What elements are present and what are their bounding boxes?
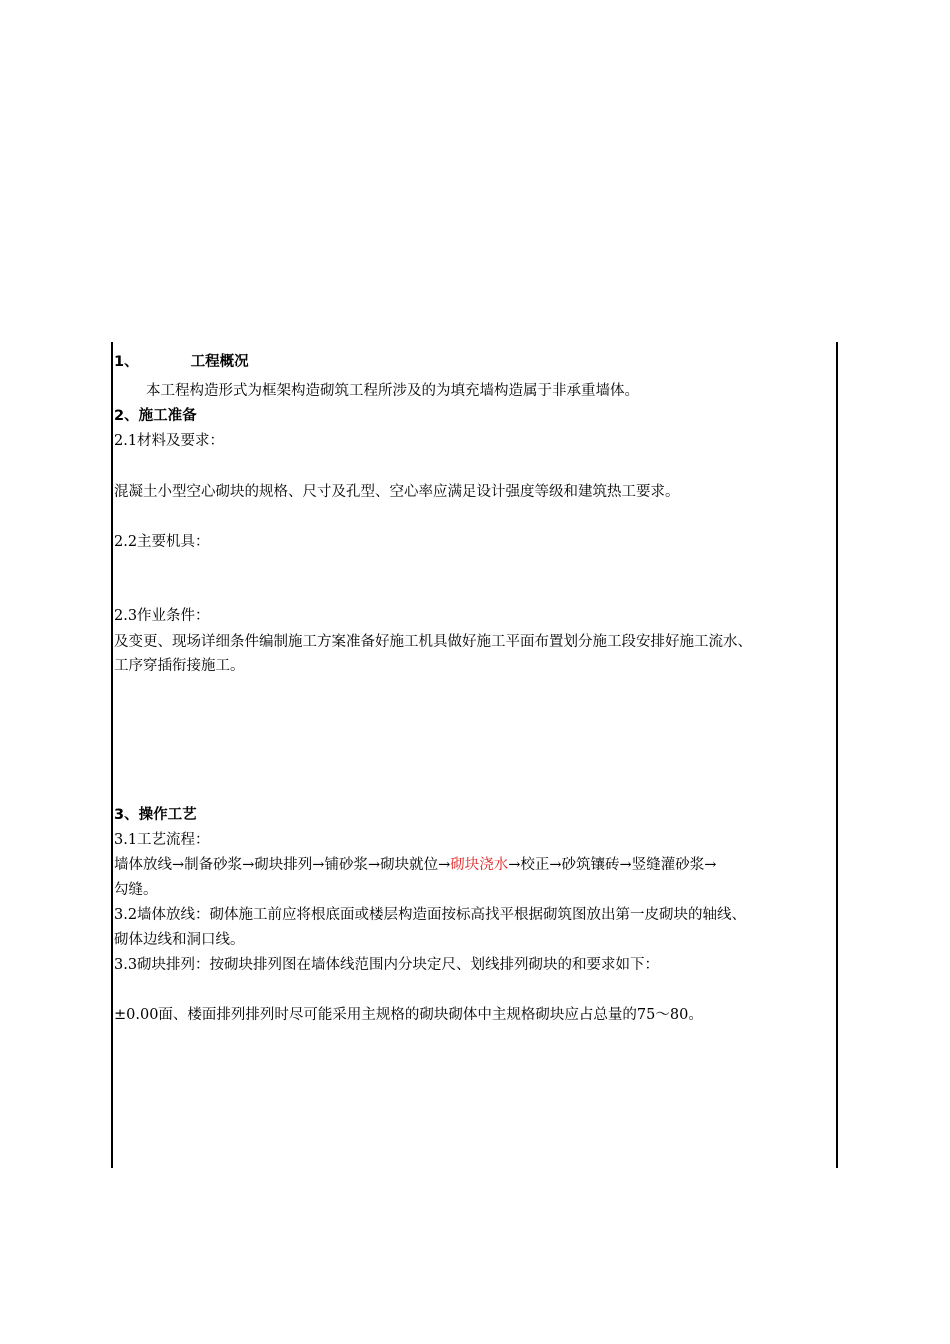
section1-number: 1、 — [114, 354, 139, 370]
section1-body: 本工程构造形式为框架构造砌筑工程所涉及的为填充墙构造属于非承重墙体。 — [146, 383, 639, 399]
section3-1-label: 3.1工艺流程： — [114, 832, 210, 848]
section3-heading: 3、操作工艺 — [114, 807, 197, 823]
section3-3-line2: ±0.00面、楼面排列排列时尽可能采用主规格的砌块砌体中主规格砌块应占总量的75～80。 — [114, 1007, 703, 1023]
process-flow-line1 — [114, 855, 716, 875]
section2-1-label: 2.1材料及要求： — [114, 433, 225, 449]
section1-heading — [114, 352, 249, 372]
section2-2-label: 2.2主要机具： — [114, 534, 210, 550]
section2-heading: 2、施工准备 — [114, 408, 197, 424]
section2-3-label: 2.3作业条件： — [114, 608, 210, 624]
process-flow-highlight: 砌块浇水 — [450, 857, 509, 873]
section2-3-body-line2: 工序穿插衔接施工。 — [114, 658, 245, 674]
process-flow-part2: →校正→砂筑镶砖→竖缝灌砂浆→ — [508, 857, 717, 873]
section1-title: 工程概况 — [190, 354, 249, 370]
document-frame — [111, 342, 838, 1168]
section2-3-body-line1: 及变更、现场详细条件编制施工方案准备好施工机具做好施工平面布置划分施工段安排好施工流水、 — [114, 634, 752, 650]
section3-3-line1: 3.3砌块排列：按砌块排列图在墙体线范围内分块定尺、划线排列砌块的和要求如下： — [114, 957, 660, 973]
process-flow-part1: 墙体放线→制备砂浆→砌块排列→铺砂浆→砌块就位→ — [114, 857, 451, 873]
process-flow-line2: 勾缝。 — [114, 882, 158, 898]
section2-1-body: 混凝土小型空心砌块的规格、尺寸及孔型、空心率应满足设计强度等级和建筑热工要求。 — [114, 484, 680, 500]
section3-2-line2: 砌体边线和洞口线。 — [114, 932, 245, 948]
section3-2-line1: 3.2墙体放线：砌体施工前应将根底面或楼层构造面按标高找平根据砌筑图放出第一皮砌块的轴线、 — [114, 907, 747, 923]
